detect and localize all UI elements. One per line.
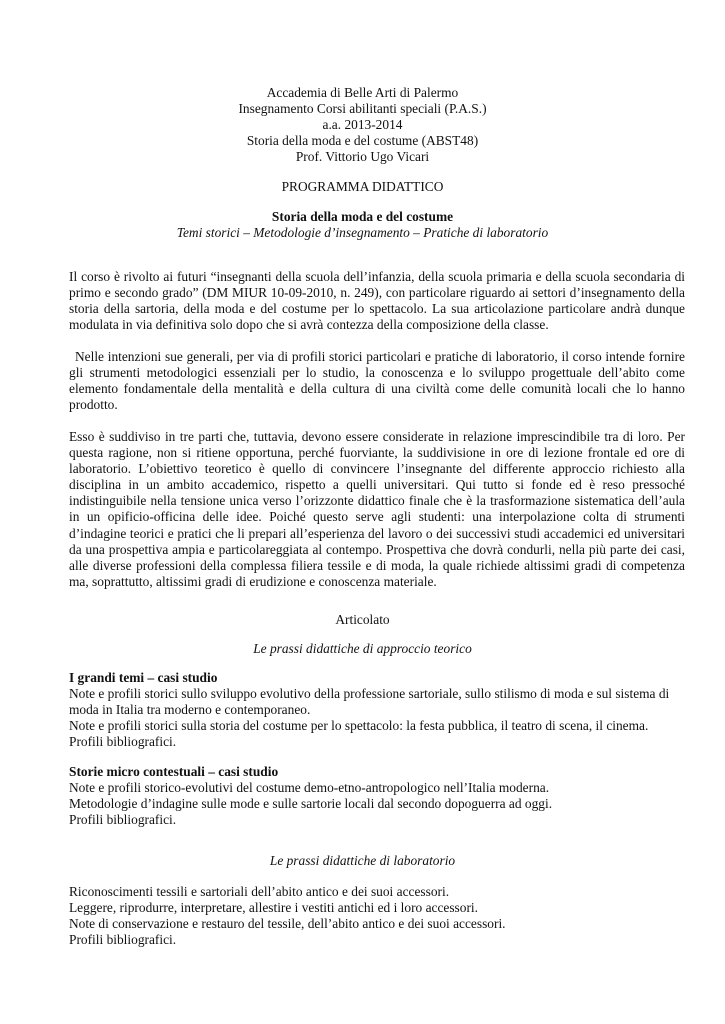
lab-item: Leggere, riprodurre, interpretare, allestire i vestiti antichi ed i loro accessori. <box>69 900 478 916</box>
articolato-heading: Articolato <box>335 612 390 627</box>
section-line: Note e profili storico-evolutivi del costume demo-etno-antropologico nell’Italia moderna. <box>69 780 550 796</box>
theory-practices-heading: Le prassi didattiche di approccio teorico <box>253 641 472 656</box>
course-title: Storia della moda e del costume <box>271 209 454 224</box>
section-title: I grandi temi – casi studio <box>69 670 218 685</box>
lab-practices-heading: Le prassi didattiche di laboratorio <box>269 853 456 868</box>
section-line: Profili bibliografici. <box>69 812 177 828</box>
lab-item: Profili bibliografici. <box>69 932 177 948</box>
section-line: Note e profili storici sullo sviluppo evolutivo della professione sartoriale, sullo stilismo di moda e sul sistema di moda in Italia tra moderno e contemporaneo. <box>69 686 670 718</box>
course-subtitle: Temi storici – Metodologie d’insegnamento – Pratiche di laboratorio <box>176 225 549 241</box>
aims-paragraph: Nelle intenzioni sue generali, per via di profili storici particolari e pratiche di laboratorio, il corso intende fornire gli strumenti metodologici essenziali per lo studio, la conoscenza e lo sviluppo progettuale dell’abito come elemento fondamentale della mentalità e della cultura di una civiltà come delle comunità locali che lo hanno prodotto. <box>69 349 685 413</box>
section-title: Storie micro contestuali – casi studio <box>69 764 279 779</box>
course-heading <box>0 209 725 241</box>
document-header <box>0 85 725 165</box>
subject-code: Storia della moda e del costume (ABST48) <box>246 133 479 149</box>
institution-name: Accademia di Belle Arti di Palermo <box>266 85 459 100</box>
lab-item: Riconoscimenti tessili e sartoriali dell’abito antico e dei suoi accessori. <box>69 884 450 899</box>
course-type: Insegnamento Corsi abilitanti speciali (P.A.S.) <box>238 101 487 117</box>
academic-year: a.a. 2013-2014 <box>322 117 403 133</box>
section-grandi-temi <box>69 670 699 750</box>
program-title: PROGRAMMA DIDATTICO <box>281 179 444 194</box>
lab-item: Note di conservazione e restauro del tessile, dell’abito antico e dei suoi accessori. <box>69 916 506 932</box>
lab-list <box>69 884 699 948</box>
section-line: Note e profili storici sulla storia del costume per lo spettacolo: la festa pubblica, il teatro di scena, il cinema. <box>69 718 649 734</box>
section-line: Profili bibliografici. <box>69 734 177 750</box>
structure-paragraph: Esso è suddiviso in tre parti che, tuttavia, devono essere considerate in relazione imprescindibile tra di loro. Per questa ragione, non si ritiene opportuna, perché fuorviante, la suddivisione in ore di lezione frontale ed ore di laboratorio. L’obiettivo teoretico è quello di convincere l’insegnante del differente approccio richiesto alla disciplina in un ambito accademico, rispetto a quelli universitari. Qui tutto si fonde ed è reso pressoché indistinguibile nella tensione unica verso l’orizzonte didattico finale che è la trasformazione sistematica dell’aula in un opificio-officina delle idee. Poiché questo serve agli studenti: una interpolazione colta di strumenti d’indagine teorici e pratici che li prepari all’esperienza del lavoro o dei successivi studi accademici ed universitari da una prospettiva ampia e particolareggiata al contempo. Prospettiva che dovrà condurli, nella più parte dei casi, alle diverse professioni della complessa filiera tessile e di moda, la quale richiede altissimi gradi di competenza ma, soprattutto, altissimi gradi di erudizione e conoscenza materiale. <box>69 429 685 589</box>
professor-name: Prof. Vittorio Ugo Vicari <box>295 149 430 165</box>
section-line: Metodologie d’indagine sulle mode e sulle sartorie locali dal secondo dopoguerra ad oggi. <box>69 796 553 812</box>
section-storie-micro <box>69 764 699 828</box>
intro-paragraph: Il corso è rivolto ai futuri “insegnanti della scuola dell’infanzia, della scuola primaria e della scuola secondaria di primo e secondo grado” (DM MIUR 10-09-2010, n. 249), con particolare riguardo ai settori d’insegnamento della storia della sartoria, della moda e del costume per lo spettacolo. La sua articolazione particolare andrà dunque modulata in via definitiva solo dopo che si avrà contezza della composizione della classe. <box>69 269 685 333</box>
